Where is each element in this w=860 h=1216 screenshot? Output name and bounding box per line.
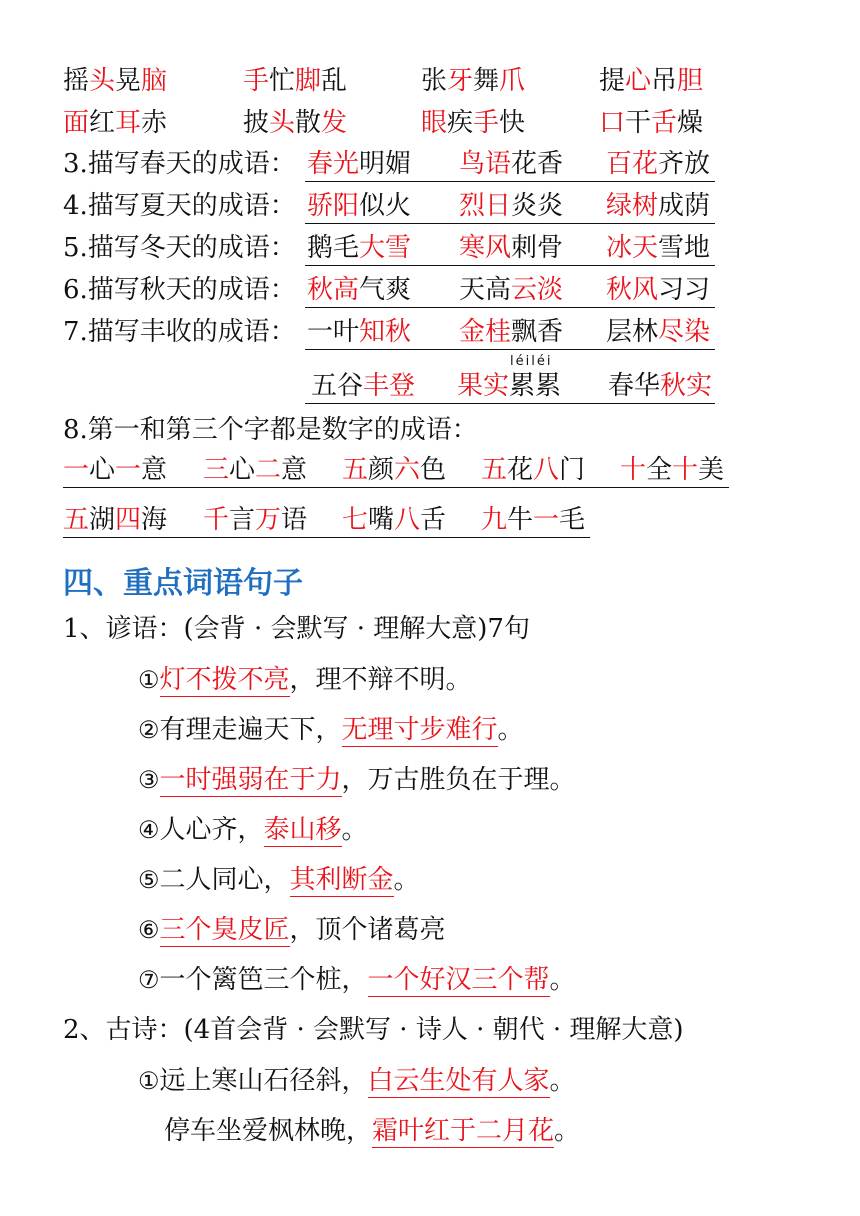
number-idioms-label-row [63, 415, 478, 445]
idiom: 寒风刺骨 [459, 233, 564, 263]
item-number: ⑦ [138, 966, 160, 994]
proverb-text: 人心齐， [159, 815, 264, 845]
proverb-7 [138, 965, 576, 995]
harvest-label: 7.描写丰收的成语： [63, 317, 296, 347]
idiom: 秋高气爽 [307, 275, 412, 305]
proverbs-label: 1、谚语：(会背 · 会默写 · 理解大意)7句 [63, 614, 530, 644]
idiom: 七嘴八舌 [342, 505, 447, 535]
fill-answer: 无理寸步难行 [341, 715, 498, 745]
idiom: 百花齐放 [606, 149, 711, 179]
proverb-text: 。 [393, 865, 420, 895]
idiom: 一心一意 [63, 455, 168, 485]
proverb-text: 一个篱笆三个桩， [159, 965, 368, 995]
idiom: 口干舌燥 [599, 108, 704, 138]
pinyin-annotation: léiléi [510, 354, 553, 369]
spring-label: 3.描写春天的成语： [63, 149, 296, 179]
idiom: 张牙舞爪 [421, 66, 526, 96]
poem-1-line-1 [138, 1066, 576, 1096]
idiom: 五湖四海 [63, 505, 168, 535]
poems-label: 2、古诗：(4首会背 · 会默写 · 诗人 · 朝代 · 理解大意) [63, 1015, 684, 1045]
idiom: 五花八门 [481, 455, 586, 485]
summer-label: 4.描写夏天的成语： [63, 191, 296, 221]
idiom: 面红耳赤 [63, 108, 168, 138]
idiom: 九牛一毛 [481, 505, 586, 535]
idiom: 层林尽染 [606, 317, 711, 347]
proverb-2 [138, 715, 524, 745]
number-idioms-label: 8.第一和第三个字都是数字的成语： [63, 415, 478, 445]
idiom: 三心二意 [203, 455, 308, 485]
idiom: 一叶知秋 [307, 317, 412, 347]
item-number: ⑥ [138, 916, 160, 944]
idiom: 千言万语 [203, 505, 308, 535]
proverbs-label-row [63, 614, 530, 644]
item-number: ② [138, 716, 160, 744]
fill-answer: 白云生处有人家 [367, 1066, 550, 1096]
idiom: 十全十美 [620, 455, 725, 485]
proverb-text: 二人同心， [159, 865, 290, 895]
idiom: 绿树成荫 [606, 191, 711, 221]
idiom: 春华秋实 [608, 371, 713, 401]
idiom: 果实累累 [457, 371, 562, 401]
idiom: 提心吊胆 [599, 66, 704, 96]
proverb-text: ，顶个诸葛亮 [289, 915, 446, 945]
section-heading: 四、重点词语句子 [63, 566, 303, 601]
autumn-label: 6.描写秋天的成语： [63, 275, 296, 305]
fill-answer: 三个臭皮匠 [159, 915, 290, 945]
poems-label-row [63, 1015, 684, 1045]
idiom: 鹅毛大雪 [307, 233, 412, 263]
idiom: 摇头晃脑 [63, 66, 168, 96]
idiom: 春光明媚 [307, 149, 412, 179]
proverb-6 [138, 915, 446, 945]
proverb-text: ，理不辩不明。 [289, 665, 472, 695]
idiom: 金桂飘香 [459, 317, 564, 347]
idiom: 鸟语花香 [459, 149, 564, 179]
fill-answer: 灯不拨不亮 [159, 665, 290, 695]
idiom: 五颜六色 [342, 455, 447, 485]
fill-answer: 霜叶红于二月花 [372, 1116, 555, 1146]
fill-answer: 其利断金 [289, 865, 394, 895]
item-number: ③ [138, 766, 160, 794]
proverb-text: 。 [341, 815, 368, 845]
proverb-text: 有理走遍天下， [159, 715, 342, 745]
proverb-text: 。 [497, 715, 524, 745]
proverb-4 [138, 815, 368, 845]
fill-answer: 一个好汉三个帮 [367, 965, 550, 995]
poem-text: 。 [549, 1066, 576, 1096]
idiom: 冰天雪地 [606, 233, 711, 263]
fill-answer: 泰山移 [263, 815, 342, 845]
idiom: 秋风习习 [606, 275, 711, 305]
proverb-1 [138, 665, 472, 695]
poem-1-line-2 [164, 1116, 580, 1146]
poem-text: 。 [554, 1116, 581, 1146]
item-number: ⑤ [138, 866, 160, 894]
proverb-text: 。 [549, 965, 576, 995]
proverb-5 [138, 865, 420, 895]
idiom: 五谷丰登 [311, 371, 416, 401]
idiom: 手忙脚乱 [243, 66, 348, 96]
winter-label: 5.描写冬天的成语： [63, 233, 296, 263]
idiom: 天高云淡 [459, 275, 564, 305]
poem-text: 远上寒山石径斜， [159, 1066, 368, 1096]
idiom: 披头散发 [243, 108, 348, 138]
idiom: 烈日炎炎 [459, 191, 564, 221]
item-number: ① [138, 1067, 160, 1095]
poem-text: 停车坐爱枫林晚， [164, 1116, 373, 1146]
item-number: ① [138, 666, 160, 694]
proverb-text: ，万古胜负在于理。 [341, 765, 576, 795]
fill-answer: 一时强弱在于力 [159, 765, 342, 795]
idiom: 眼疾手快 [421, 108, 526, 138]
idiom: 骄阳似火 [307, 191, 412, 221]
item-number: ④ [138, 816, 160, 844]
proverb-3 [138, 765, 576, 795]
